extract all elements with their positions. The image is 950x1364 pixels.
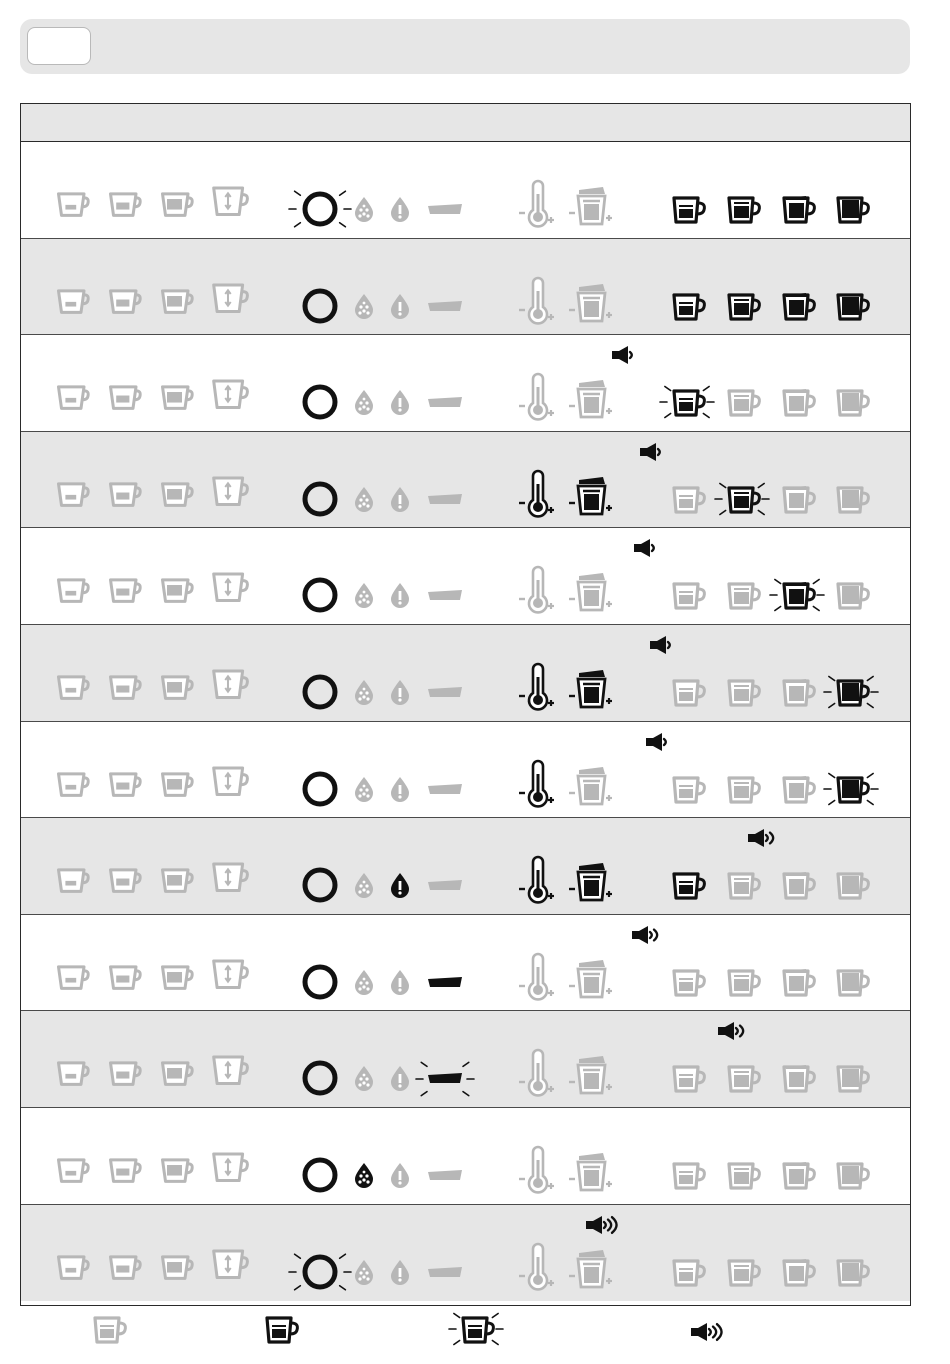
volume-icon <box>567 762 615 808</box>
legend-cup-off-icon <box>84 1308 132 1350</box>
strength-2-icon <box>718 285 766 327</box>
strength-2-icon <box>718 1154 766 1196</box>
strength-1-icon <box>663 381 711 423</box>
cup-size-1-icon <box>57 772 95 799</box>
ring-icon <box>300 189 340 229</box>
header-bar <box>20 19 910 74</box>
cup-size-3-icon <box>161 868 199 895</box>
drop-icon <box>389 679 411 705</box>
cup-size-3-icon <box>161 1061 199 1088</box>
strength-3-icon <box>773 671 821 713</box>
table-row <box>21 432 910 529</box>
cup-size-4-icon <box>212 1057 254 1088</box>
cup-size-3-icon <box>161 192 199 219</box>
strength-2-icon <box>718 574 766 616</box>
strength-4-icon <box>827 478 875 520</box>
strength-3-icon <box>773 285 821 327</box>
cup-size-2-icon <box>109 772 147 799</box>
temperature-icon <box>517 955 559 1001</box>
cup-size-1-icon <box>57 965 95 992</box>
temperature-icon <box>517 375 559 421</box>
cup-size-4-icon <box>212 574 254 605</box>
drop-icon <box>389 1162 411 1188</box>
cup-size-3-icon <box>161 289 199 316</box>
bean-icon <box>353 389 375 415</box>
drop-icon <box>389 872 411 898</box>
strength-1-icon <box>663 478 711 520</box>
temperature-icon <box>517 1245 559 1291</box>
temperature-icon <box>517 858 559 904</box>
cup-size-3-icon <box>161 482 199 509</box>
drop-icon <box>389 969 411 995</box>
cup-size-1-icon <box>57 289 95 316</box>
table-row <box>21 142 910 239</box>
bean-icon <box>353 293 375 319</box>
cup-size-4-icon <box>212 188 254 219</box>
temperature-icon <box>517 568 559 614</box>
tray-icon <box>425 488 465 512</box>
strength-1-icon <box>663 285 711 327</box>
strength-3-icon <box>773 478 821 520</box>
bean-icon <box>353 872 375 898</box>
ring-icon <box>300 286 340 326</box>
strength-2-icon <box>718 1057 766 1099</box>
table-row <box>21 528 910 625</box>
legend-speaker-icon <box>690 1322 726 1344</box>
cup-size-4-icon <box>212 768 254 799</box>
cup-size-2-icon <box>109 1061 147 1088</box>
tray-icon <box>425 1067 465 1091</box>
table-row <box>21 818 910 915</box>
volume-icon <box>567 472 615 518</box>
tray-icon <box>425 971 465 995</box>
strength-4-icon <box>827 864 875 906</box>
bean-icon <box>353 1259 375 1285</box>
strength-4-icon <box>827 1154 875 1196</box>
cup-size-3-icon <box>161 772 199 799</box>
bean-icon <box>353 1162 375 1188</box>
cup-size-3-icon <box>161 965 199 992</box>
drop-icon <box>389 196 411 222</box>
strength-4-icon <box>827 671 875 713</box>
tray-icon <box>425 1164 465 1188</box>
strength-4-icon <box>827 285 875 327</box>
legend-cup-on-icon <box>256 1308 304 1350</box>
strength-3-icon <box>773 1057 821 1099</box>
cup-size-2-icon <box>109 1158 147 1185</box>
strength-1-icon <box>663 864 711 906</box>
header-tab <box>27 27 91 65</box>
table-row <box>21 1205 910 1302</box>
table-row <box>21 1108 910 1205</box>
volume-icon <box>567 279 615 325</box>
drop-icon <box>389 776 411 802</box>
cup-size-3-icon <box>161 675 199 702</box>
ring-icon <box>300 1252 340 1292</box>
speaker-icon <box>631 925 667 947</box>
ring-icon <box>300 672 340 712</box>
tray-icon <box>425 198 465 222</box>
strength-1-icon <box>663 768 711 810</box>
tray-icon <box>425 295 465 319</box>
speaker-icon <box>633 538 669 560</box>
strength-3-icon <box>773 1251 821 1293</box>
ring-icon <box>300 865 340 905</box>
strength-3-icon <box>773 961 821 1003</box>
strength-3-icon <box>773 574 821 616</box>
table-row <box>21 625 910 722</box>
strength-1-icon <box>663 1251 711 1293</box>
cup-size-3-icon <box>161 1255 199 1282</box>
tray-icon <box>425 778 465 802</box>
cup-size-4-icon <box>212 1251 254 1282</box>
speaker-icon <box>585 1215 621 1237</box>
drop-icon <box>389 486 411 512</box>
strength-1-icon <box>663 671 711 713</box>
ring-icon <box>300 962 340 1002</box>
cup-size-2-icon <box>109 675 147 702</box>
tray-icon <box>425 391 465 415</box>
ring-icon <box>300 769 340 809</box>
strength-1-icon <box>663 574 711 616</box>
ring-icon <box>300 1058 340 1098</box>
drop-icon <box>389 1259 411 1285</box>
strength-2-icon <box>718 961 766 1003</box>
cup-size-3-icon <box>161 578 199 605</box>
cup-size-1-icon <box>57 192 95 219</box>
cup-size-2-icon <box>109 965 147 992</box>
tray-icon <box>425 681 465 705</box>
speaker-icon <box>717 1021 753 1043</box>
strength-3-icon <box>773 188 821 230</box>
table-row <box>21 239 910 336</box>
strength-4-icon <box>827 1251 875 1293</box>
speaker-icon <box>611 345 647 367</box>
volume-icon <box>567 858 615 904</box>
strength-4-icon <box>827 188 875 230</box>
cup-size-1-icon <box>57 482 95 509</box>
strength-4-icon <box>827 381 875 423</box>
tray-icon <box>425 1261 465 1285</box>
volume-icon <box>567 375 615 421</box>
bean-icon <box>353 969 375 995</box>
table-row <box>21 915 910 1012</box>
bean-icon <box>353 582 375 608</box>
bean-icon <box>353 776 375 802</box>
table-header-row <box>21 104 910 142</box>
volume-icon <box>567 665 615 711</box>
strength-2-icon <box>718 864 766 906</box>
strength-2-icon <box>718 478 766 520</box>
table-row <box>21 1011 910 1108</box>
bean-icon <box>353 196 375 222</box>
cup-size-1-icon <box>57 1061 95 1088</box>
legend-cup-blink-icon <box>452 1308 500 1350</box>
table-row <box>21 335 910 432</box>
bean-icon <box>353 679 375 705</box>
volume-icon <box>567 1245 615 1291</box>
cup-size-2-icon <box>109 578 147 605</box>
cup-size-1-icon <box>57 385 95 412</box>
volume-icon <box>567 568 615 614</box>
speaker-icon <box>747 828 783 850</box>
strength-2-icon <box>718 768 766 810</box>
cup-size-1-icon <box>57 1255 95 1282</box>
strength-2-icon <box>718 381 766 423</box>
cup-size-4-icon <box>212 864 254 895</box>
temperature-icon <box>517 279 559 325</box>
cup-size-4-icon <box>212 478 254 509</box>
ring-icon <box>300 575 340 615</box>
strength-1-icon <box>663 188 711 230</box>
strength-3-icon <box>773 768 821 810</box>
strength-4-icon <box>827 1057 875 1099</box>
temperature-icon <box>517 1051 559 1097</box>
cup-size-1-icon <box>57 868 95 895</box>
drop-icon <box>389 389 411 415</box>
strength-4-icon <box>827 961 875 1003</box>
cup-size-4-icon <box>212 671 254 702</box>
ring-icon <box>300 479 340 519</box>
ring-icon <box>300 1155 340 1195</box>
drop-icon <box>389 1065 411 1091</box>
tray-icon <box>425 874 465 898</box>
cup-size-2-icon <box>109 289 147 316</box>
bean-icon <box>353 1065 375 1091</box>
temperature-icon <box>517 182 559 228</box>
cup-size-1-icon <box>57 578 95 605</box>
cup-size-3-icon <box>161 385 199 412</box>
cup-size-1-icon <box>57 1158 95 1185</box>
volume-icon <box>567 955 615 1001</box>
legend <box>0 1306 950 1364</box>
speaker-icon <box>649 635 685 657</box>
cup-size-1-icon <box>57 675 95 702</box>
cup-size-4-icon <box>212 961 254 992</box>
table-row <box>21 722 910 819</box>
ring-icon <box>300 382 340 422</box>
speaker-icon <box>639 442 675 464</box>
cup-size-2-icon <box>109 1255 147 1282</box>
cup-size-3-icon <box>161 1158 199 1185</box>
strength-1-icon <box>663 1057 711 1099</box>
strength-3-icon <box>773 1154 821 1196</box>
table-body <box>21 142 910 1301</box>
temperature-icon <box>517 665 559 711</box>
cup-size-2-icon <box>109 192 147 219</box>
cup-size-4-icon <box>212 1154 254 1185</box>
cup-size-2-icon <box>109 868 147 895</box>
temperature-icon <box>517 762 559 808</box>
strength-4-icon <box>827 768 875 810</box>
strength-2-icon <box>718 671 766 713</box>
strength-3-icon <box>773 864 821 906</box>
strength-4-icon <box>827 574 875 616</box>
strength-1-icon <box>663 1154 711 1196</box>
strength-2-icon <box>718 188 766 230</box>
cup-size-4-icon <box>212 285 254 316</box>
strength-2-icon <box>718 1251 766 1293</box>
speaker-icon <box>645 732 681 754</box>
strength-1-icon <box>663 961 711 1003</box>
indicator-table <box>20 103 911 1306</box>
drop-icon <box>389 582 411 608</box>
volume-icon <box>567 1148 615 1194</box>
volume-icon <box>567 182 615 228</box>
temperature-icon <box>517 472 559 518</box>
drop-icon <box>389 293 411 319</box>
strength-3-icon <box>773 381 821 423</box>
cup-size-2-icon <box>109 385 147 412</box>
cup-size-2-icon <box>109 482 147 509</box>
tray-icon <box>425 584 465 608</box>
bean-icon <box>353 486 375 512</box>
temperature-icon <box>517 1148 559 1194</box>
volume-icon <box>567 1051 615 1097</box>
cup-size-4-icon <box>212 381 254 412</box>
